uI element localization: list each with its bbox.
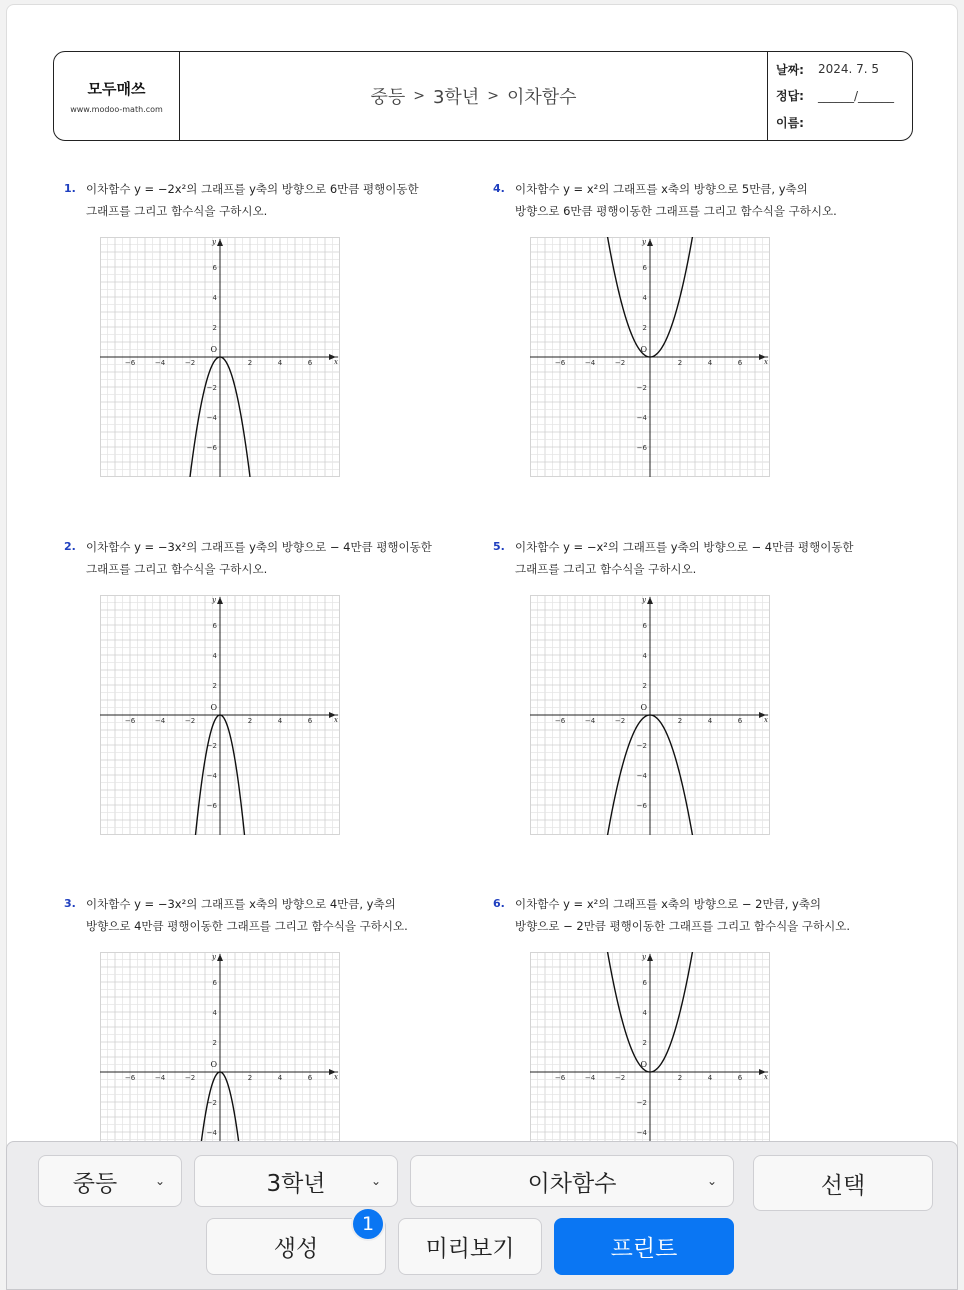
problem-item [487, 536, 897, 580]
x-tick-label: −4 [154, 359, 166, 367]
worksheet-header [53, 51, 913, 141]
x-tick-label: 2 [677, 717, 683, 725]
problem-item [487, 178, 897, 222]
y-tick-label: −2 [206, 384, 217, 392]
x-tick-label: −4 [154, 1074, 166, 1082]
x-tick-label: −2 [184, 717, 196, 725]
origin-label: O [640, 703, 647, 712]
x-axis-label: x [334, 358, 338, 366]
x-tick-label: −6 [554, 359, 566, 367]
y-tick-label: 2 [212, 682, 217, 690]
problem-line: 이차함수 y = −x²의 그래프를 y축의 방향으로 − 4만큼 평행이동한 [515, 540, 854, 554]
y-axis-label: y [212, 953, 216, 961]
problem-body [515, 893, 897, 937]
problem-number: 1. [64, 182, 76, 195]
problem-item [487, 893, 897, 937]
level-select-value: 중등 [72, 1170, 118, 1197]
problem-line: 방향으로 − 2만큼 평행이동한 그래프를 그리고 함수식을 구하시오. [515, 919, 851, 933]
x-tick-label: 2 [677, 1074, 683, 1082]
x-tick-label: 2 [677, 359, 683, 367]
problem-line: 그래프를 그리고 함수식을 구하시오. [515, 562, 697, 576]
x-tick-label: −6 [124, 1074, 136, 1082]
y-tick-label: 2 [642, 682, 647, 690]
breadcrumb [180, 52, 768, 140]
y-tick-label: −6 [636, 802, 647, 810]
chevron-down-icon: ⌄ [370, 1174, 381, 1188]
preview-button-label: 미리보기 [425, 1236, 515, 1262]
x-tick-label: −4 [584, 717, 596, 725]
bottom-toolbar [6, 1141, 958, 1290]
problem-item [58, 536, 468, 580]
x-tick-label: 2 [247, 359, 253, 367]
problem-number: 4. [493, 182, 505, 195]
problem-body [86, 536, 468, 580]
problem-line: 이차함수 y = x²의 그래프를 x축의 방향으로 − 2만큼, y축의 [515, 897, 822, 911]
grid-svg [100, 237, 340, 477]
problem-body [515, 536, 897, 580]
x-tick-label: −4 [154, 717, 166, 725]
y-tick-label: −2 [636, 1099, 647, 1107]
breadcrumb-separator: > [487, 88, 499, 104]
problem-body [515, 178, 897, 222]
y-tick-label: −2 [206, 742, 217, 750]
breadcrumb-topic: 이차함수 [506, 87, 577, 108]
y-tick-label: −2 [636, 742, 647, 750]
x-axis-label: x [764, 716, 768, 724]
y-tick-label: 4 [642, 1009, 647, 1017]
generate-button-label: 생성 [273, 1236, 319, 1262]
x-tick-label: 4 [277, 359, 283, 367]
problem-line: 이차함수 y = −3x²의 그래프를 x축의 방향으로 4만큼, y축의 [86, 897, 396, 911]
problem-line: 방향으로 6만큼 평행이동한 그래프를 그리고 함수식을 구하시오. [515, 204, 837, 218]
y-tick-label: 6 [642, 622, 647, 630]
x-axis-label: x [334, 716, 338, 724]
y-tick-label: 4 [212, 1009, 217, 1017]
y-tick-label: −4 [206, 772, 217, 780]
grid-svg [100, 595, 340, 835]
date-value: 2024. 7. 5 [818, 62, 880, 77]
x-axis-label: x [764, 358, 768, 366]
logo-title: 모두매쓰 [87, 80, 146, 98]
y-tick-label: 6 [212, 979, 217, 987]
x-tick-label: 6 [737, 717, 743, 725]
print-button-label: 프린트 [610, 1236, 678, 1262]
coordinate-grid [100, 237, 340, 477]
problem-line: 그래프를 그리고 함수식을 구하시오. [86, 562, 268, 576]
x-tick-label: −6 [554, 717, 566, 725]
date-label: 날짜: [776, 62, 804, 77]
problem-item [58, 893, 468, 937]
answer-value: ______/______ [818, 88, 895, 103]
x-tick-label: −2 [184, 1074, 196, 1082]
y-tick-label: −4 [636, 414, 647, 422]
x-tick-label: 6 [307, 359, 313, 367]
origin-label: O [640, 1060, 647, 1069]
coordinate-grid [530, 237, 770, 477]
y-tick-label: −4 [206, 1129, 217, 1137]
y-tick-label: −6 [206, 802, 217, 810]
x-tick-label: −4 [584, 1074, 596, 1082]
x-tick-label: 6 [737, 1074, 743, 1082]
y-tick-label: −6 [636, 444, 647, 452]
problem-line: 이차함수 y = x²의 그래프를 x축의 방향으로 5만큼, y축의 [515, 182, 808, 196]
x-tick-label: −4 [584, 359, 596, 367]
x-tick-label: 2 [247, 1074, 253, 1082]
origin-label: O [210, 703, 217, 712]
date-row [776, 61, 904, 78]
y-tick-label: 2 [642, 1039, 647, 1047]
logo-url: www.modoo-math.com [70, 105, 163, 114]
problem-item [58, 178, 468, 222]
grid-svg [530, 595, 770, 835]
notification-badge: 1 [351, 1207, 385, 1241]
y-tick-label: 2 [212, 324, 217, 332]
answer-row [776, 87, 904, 104]
y-tick-label: 6 [642, 979, 647, 987]
info-panel [768, 52, 912, 140]
y-tick-label: −4 [636, 772, 647, 780]
problem-number: 3. [64, 897, 76, 910]
y-tick-label: 2 [212, 1039, 217, 1047]
breadcrumb-level: 중등 [370, 87, 406, 108]
y-tick-label: 4 [212, 652, 217, 660]
x-tick-label: −2 [184, 359, 196, 367]
coordinate-grid [100, 595, 340, 835]
x-tick-label: −6 [124, 717, 136, 725]
name-row [776, 114, 904, 131]
origin-label: O [210, 1060, 217, 1069]
x-tick-label: 2 [247, 717, 253, 725]
x-tick-label: −2 [614, 1074, 626, 1082]
answer-label: 정답: [776, 89, 804, 104]
origin-label: O [640, 345, 647, 354]
x-tick-label: −6 [554, 1074, 566, 1082]
problem-line: 이차함수 y = −3x²의 그래프를 y축의 방향으로 − 4만큼 평행이동한 [86, 540, 432, 554]
x-tick-label: −2 [614, 359, 626, 367]
y-tick-label: −6 [206, 444, 217, 452]
topic-select-value: 이차함수 [527, 1170, 617, 1197]
problem-number: 6. [493, 897, 505, 910]
print-button[interactable] [554, 1218, 734, 1275]
y-tick-label: 6 [642, 264, 647, 272]
select-button-label: 선택 [820, 1172, 866, 1199]
x-tick-label: −2 [614, 717, 626, 725]
problem-text [487, 893, 897, 937]
grade-select[interactable] [194, 1155, 398, 1207]
problem-text [487, 536, 897, 580]
problem-text [58, 536, 468, 580]
y-axis-label: y [212, 238, 216, 246]
breadcrumb-separator: > [413, 88, 425, 104]
problem-text [487, 178, 897, 222]
y-tick-label: 4 [642, 652, 647, 660]
y-tick-label: 2 [642, 324, 647, 332]
coordinate-grid [530, 595, 770, 835]
x-tick-label: 6 [307, 717, 313, 725]
logo [54, 52, 180, 140]
y-tick-label: −4 [636, 1129, 647, 1137]
x-axis-label: x [334, 1073, 338, 1081]
problem-line: 그래프를 그리고 함수식을 구하시오. [86, 204, 268, 218]
y-tick-label: 6 [212, 622, 217, 630]
grid-svg [530, 237, 770, 477]
y-tick-label: 6 [212, 264, 217, 272]
y-axis-label: y [642, 953, 646, 961]
y-tick-label: −2 [206, 1099, 217, 1107]
y-axis-label: y [212, 596, 216, 604]
y-axis-label: y [642, 596, 646, 604]
x-tick-label: −6 [124, 359, 136, 367]
x-tick-label: 4 [707, 717, 713, 725]
chevron-down-icon: ⌄ [706, 1174, 717, 1188]
level-select[interactable] [38, 1155, 182, 1207]
topic-select[interactable] [410, 1155, 734, 1207]
problem-text [58, 893, 468, 937]
problem-text [58, 178, 468, 222]
breadcrumb-grade: 3학년 [432, 87, 480, 108]
problem-number: 5. [493, 540, 505, 553]
x-tick-label: 4 [277, 1074, 283, 1082]
chevron-down-icon: ⌄ [154, 1174, 165, 1188]
x-tick-label: 4 [707, 1074, 713, 1082]
x-tick-label: 4 [277, 717, 283, 725]
problem-line: 방향으로 4만큼 평행이동한 그래프를 그리고 함수식을 구하시오. [86, 919, 408, 933]
preview-button[interactable] [398, 1218, 542, 1275]
origin-label: O [210, 345, 217, 354]
problem-line: 이차함수 y = −2x²의 그래프를 y축의 방향으로 6만큼 평행이동한 [86, 182, 419, 196]
name-label: 이름: [776, 116, 804, 131]
problem-body [86, 178, 468, 222]
y-tick-label: −4 [206, 414, 217, 422]
problem-number: 2. [64, 540, 76, 553]
y-tick-label: 4 [642, 294, 647, 302]
problem-body [86, 893, 468, 937]
x-tick-label: 6 [737, 359, 743, 367]
y-tick-label: 4 [212, 294, 217, 302]
y-axis-label: y [642, 238, 646, 246]
y-tick-label: −2 [636, 384, 647, 392]
x-axis-label: x [764, 1073, 768, 1081]
x-tick-label: 4 [707, 359, 713, 367]
grade-select-value: 3학년 [266, 1170, 326, 1197]
select-button[interactable] [753, 1155, 933, 1211]
x-tick-label: 6 [307, 1074, 313, 1082]
